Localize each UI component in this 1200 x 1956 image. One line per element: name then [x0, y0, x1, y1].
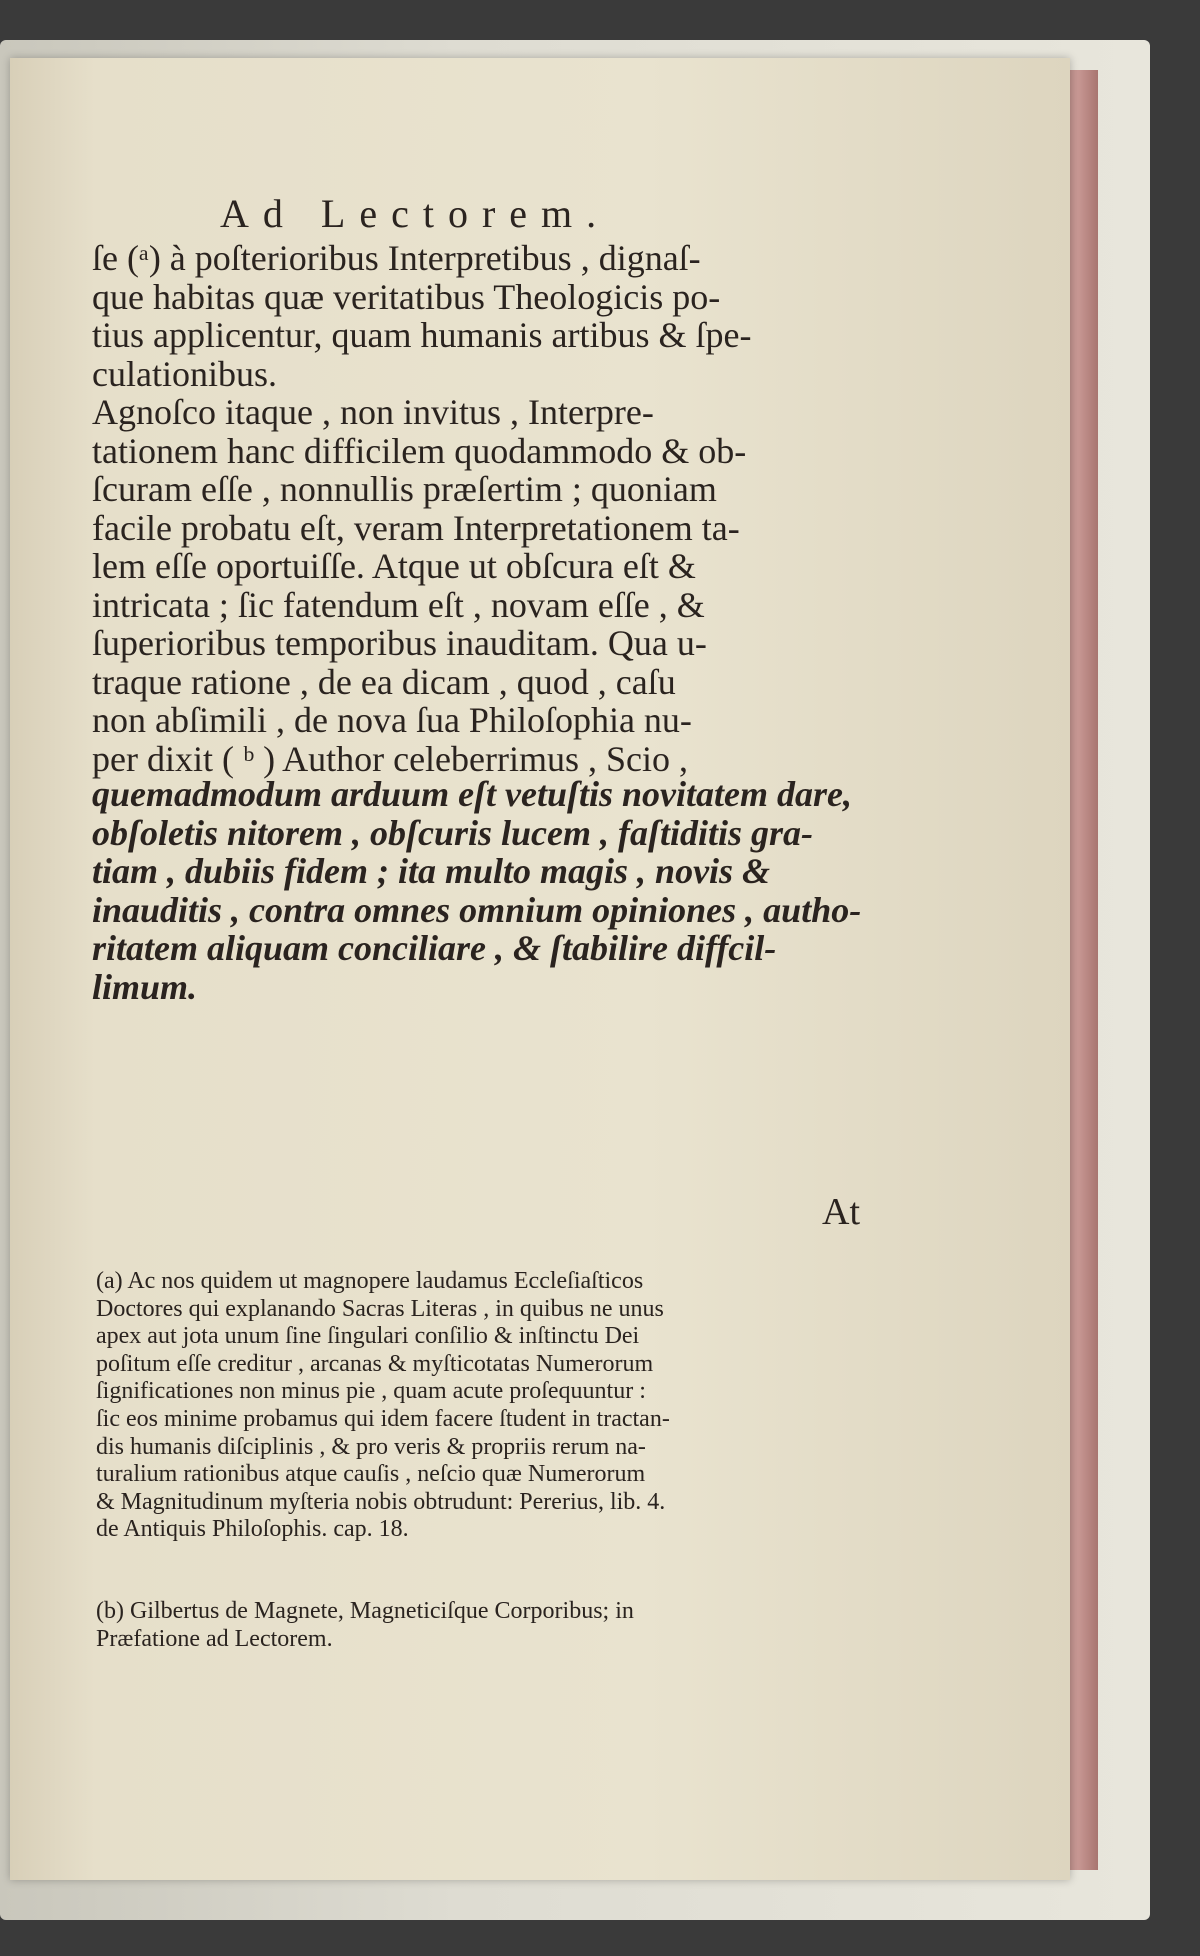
footnote-line: Præfatione ad Lectorem. — [96, 1625, 333, 1652]
text-line: lem eſſe oportuiſſe. Atque ut obſcura eſt & — [92, 546, 696, 586]
footnote-line: & Magnitudinum myſteria nobis obtrudunt: Pererius, lib. 4. — [96, 1488, 666, 1515]
text-line: que habitas quæ veritatibus Theologicis po- — [92, 276, 721, 317]
italic-text-line: limum. — [92, 966, 198, 1007]
text-line: non abſimili , de nova ſua Philoſophia nu- — [92, 700, 692, 740]
text-line: traque ratione , de ea dicam , quod , caſu — [92, 661, 676, 702]
footnote-line: apex aut jota unum ſine ſingulari conſilio & inſtinctu Dei — [96, 1323, 640, 1350]
text-line: facile probatu eſt, veram Interpretationem ta- — [92, 507, 740, 548]
footnote-line: turalium rationibus atque cauſis , neſcio quæ Numerorum — [96, 1461, 646, 1488]
italic-text-line: obſoletis nitorem , obſcuris lucem , faſtiditis gra- — [92, 812, 813, 853]
italic-text-line: quemadmodum arduum eſt vetuſtis novitatem dare, — [92, 774, 853, 814]
italic-text-line: inauditis , contra omnes omnium opiniones , autho- — [92, 889, 862, 930]
footnote-line: poſitum eſſe creditur , arcanas & myſticotatas Numerorum — [96, 1350, 654, 1377]
footnote-line: (a) Ac nos quidem ut magnopere laudamus Eccleſiaſticos — [96, 1268, 644, 1294]
text-line: per dixit ( ᵇ ) Author celeberrimus , Scio , — [92, 738, 689, 779]
footnote-line: ſic eos minime probamus qui idem facere ſtudent in tractan- — [96, 1406, 670, 1432]
text-line: Agnoſco itaque , non invitus , Interpre- — [92, 392, 654, 432]
running-header: Ad Lectorem. — [220, 191, 611, 236]
text-line: tius applicentur, quam humanis artibus & ſpe- — [92, 315, 752, 355]
text-line: ſuperioribus temporibus inauditam. Qua u- — [92, 623, 707, 663]
footnote-line: dis humanis diſciplinis , & pro veris & propriis rerum na- — [96, 1433, 646, 1460]
text-line: ſe (ᵃ) à poſterioribus Interpretibus , dignaſ- — [92, 238, 701, 278]
text-line: culationibus. — [92, 353, 277, 394]
footnote-line: (b) Gilbertus de Magnete, Magneticiſque Corporibus; in — [96, 1598, 634, 1624]
footnote-line: de Antiquis Philoſophis. cap. 18. — [96, 1516, 409, 1543]
text-line: ſcuram eſſe , nonnullis præſertim ; quoniam — [92, 469, 717, 509]
text-line: tationem hanc difficilem quodammodo & ob- — [92, 430, 747, 471]
italic-text-line: ritatem aliquam conciliare , & ſtabilire diffcil- — [92, 928, 777, 968]
footnote-line: Doctores qui explanando Sacras Literas , in quibus ne unus — [96, 1295, 664, 1322]
footnote-line: ſignificationes non minus pie , quam acute proſequuntur : — [96, 1378, 646, 1405]
italic-text-line: tiam , dubiis fidem ; ita multo magis , novis & — [92, 851, 771, 891]
text-line: intricata ; ſic fatendum eſt , novam eſſe , & — [92, 584, 705, 625]
catchword: At — [822, 1191, 860, 1233]
